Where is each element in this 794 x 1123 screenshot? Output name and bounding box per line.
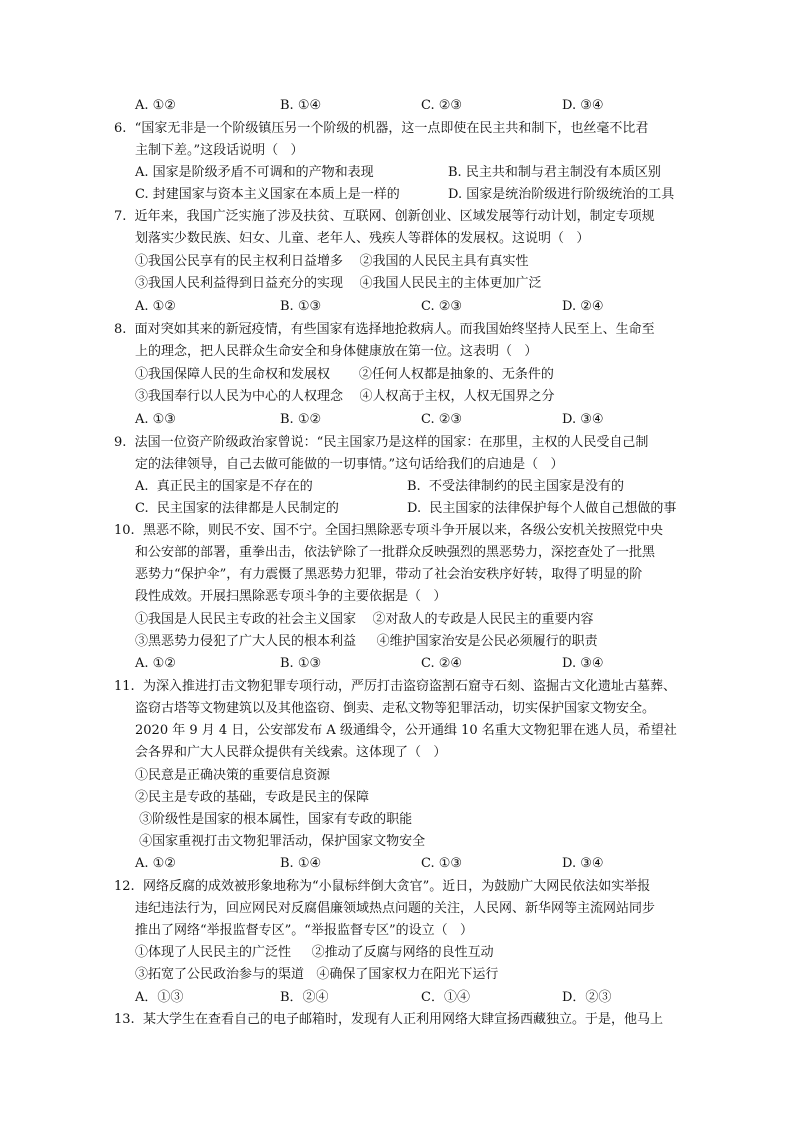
- q7-stem-line-1: 7. 近年来，我国广泛实施了涉及扶贫、互联网、创新创业、区域发展等行动计划，制定专项规: [114, 209, 655, 224]
- option-d: D. 民主国家的法律保护每个人做自己想做的事: [407, 501, 677, 516]
- q10-statements-2: ③黑恶势力侵犯了广大人民的根本利益 ④维护国家治安是公民必须履行的职责: [135, 634, 598, 649]
- q11-statement-2: ②民主是专政的基础，专政是民主的保障: [135, 790, 370, 805]
- option-c: C. 民主国家的法律都是人民制定的: [135, 501, 339, 516]
- q12-statements-2: ③拓宽了公民政治参与的渠道 ④确保了国家权力在阳光下运行: [135, 967, 499, 982]
- option-c: C．①④: [421, 990, 470, 1005]
- option-d: D. ③④: [562, 98, 604, 113]
- q11-stem-line-2: 盗窃古塔等文物建筑以及其他盗窃、倒卖、走私文物等犯罪活动，切实保护国家文物安全。: [135, 701, 656, 716]
- option-c: C. 封建国家与资本主义国家在本质上是一样的: [135, 187, 400, 202]
- option-d: D. 国家是统治阶级进行阶级统治的工具: [448, 187, 675, 202]
- option-a: A. ①②: [135, 856, 176, 871]
- q8-stem-line-2: 上的理念，把人民群众生命安全和身体健康放在第一位。这表明（ ）: [135, 344, 538, 359]
- option-b: B．②④: [280, 990, 329, 1005]
- option-b: B. ①④: [280, 98, 322, 113]
- option-d: D. ③④: [562, 856, 604, 871]
- option-b: B. ①④: [280, 856, 322, 871]
- option-a: A. 真正民主的国家是不存在的: [135, 479, 313, 494]
- option-b: B. 不受法律制约的民主国家是没有的: [407, 479, 624, 494]
- option-a: A. ①②: [135, 98, 176, 113]
- q13-stem-line-1: 13. 某大学生在查看自己的电子邮箱时，发现有人正利用网络大肆宣扬西藏独立。于是，他马上: [114, 1012, 663, 1027]
- q9-stem-line-2: 定的法律领导，自己去做可能做的一切事情。”这句话给我们的启迪是（ ）: [135, 457, 564, 472]
- option-c: C. ②③: [421, 98, 463, 113]
- q9-stem-line-1: 9. 法国一位资产阶级政治家曾说：“民主国家乃是这样的国家：在那里，主权的人民受自己制: [114, 435, 649, 450]
- q12-stem-line-1: 12. 网络反腐的成效被形象地称为“小鼠标绊倒大贪官”。近日，为鼓励广大网民依法如实举报: [114, 879, 651, 894]
- option-d: D. ③④: [562, 412, 604, 427]
- q11-statement-3: ③阶级性是国家的根本属性，国家有专政的职能: [135, 812, 413, 827]
- q10-statements-1: ①我国是人民民主专政的社会主义国家 ②对敌人的专政是人民民主的重要内容: [135, 612, 594, 627]
- option-d: D．②③: [562, 990, 612, 1005]
- option-a: A. 国家是阶级矛盾不可调和的产物和表现: [135, 165, 374, 180]
- q10-stem-line-1: 10. 黑恶不除，则民不安、国不宁。全国扫黑除恶专项斗争开展以来，各级公安机关按照党中央: [114, 523, 663, 538]
- q12-statements-1: ①体现了人民民主的广泛性 ②推动了反腐与网络的良性互动: [135, 945, 494, 960]
- q8-statements-1: ①我国保障人民的生命权和发展权 ②任何人权都是抽象的、无条件的: [135, 367, 554, 382]
- option-a: A. ①③: [135, 412, 176, 427]
- q12-stem-line-3: 推出了网络“举报监督专区”。“举报监督专区”的设立（ ）: [135, 923, 473, 938]
- option-b: B. ①③: [280, 299, 322, 314]
- option-c: C. ②③: [421, 412, 463, 427]
- option-a: A. ①②: [135, 299, 176, 314]
- option-a: A．①③: [135, 990, 184, 1005]
- option-a: A. ①②: [135, 656, 176, 671]
- option-b: B. 民主共和制与君主制没有本质区别: [448, 165, 661, 180]
- q11-stem-line-3: 2020 年 9 月 4 日，公安部发布 A 级通缉令，公开通缉 10 名重大文物犯罪在逃人员，希望社: [135, 723, 677, 738]
- q10-stem-line-3: 恶势力“保护伞”，有力震慑了黑恶势力犯罪，带动了社会治安秩序好转，取得了明显的阶: [135, 567, 643, 582]
- q7-stem-line-2: 划落实少数民族、妇女、儿童、老年人、残疾人等群体的发展权。这说明（ ）: [135, 231, 590, 246]
- option-c: C. ②④: [421, 656, 463, 671]
- q7-statements-1: ①我国公民享有的民主权利日益增多 ②我国的人民民主具有真实性: [135, 254, 529, 269]
- option-b: B. ①③: [280, 656, 322, 671]
- q11-stem-line-1: 11. 为深入推进打击文物犯罪专项行动，严厉打击盗窃盗割石窟寺石刻、盗掘古文化遗址古墓葬、: [114, 679, 676, 694]
- q8-statements-2: ③我国奉行以人民为中心的人权理念 ④人权高于主权，人权无国界之分: [135, 389, 555, 404]
- q11-stem-line-4: 会各界和广大人民群众提供有关线索。这体现了（ ）: [135, 745, 447, 760]
- q10-stem-line-4: 段性成效。开展扫黑除恶专项斗争的主要依据是（ ）: [135, 589, 447, 604]
- q11-statement-1: ①民意是正确决策的重要信息资源: [135, 768, 331, 783]
- q12-stem-line-2: 违纪违法行为，回应网民对反腐倡廉领域热点问题的关注，人民网、新华网等主流网站同步: [135, 901, 656, 916]
- q11-statement-4: ④国家重视打击文物犯罪活动，保护国家文物安全: [135, 834, 426, 849]
- q7-statements-2: ③我国人民利益得到日益充分的实现 ④我国人民民主的主体更加广泛: [135, 276, 542, 291]
- option-c: C. ①③: [421, 856, 463, 871]
- q6-stem-line-1: 6. “国家无非是一个阶级镇压另一个阶级的机器，这一点即使在民主共和制下，也丝毫不比君: [114, 121, 649, 136]
- option-d: D. ③④: [562, 656, 604, 671]
- option-b: B. ①②: [280, 412, 322, 427]
- q10-stem-line-2: 和公安部的部署，重拳出击，依法铲除了一批群众反映强烈的黑恶势力，深挖查处了一批黑: [135, 545, 656, 560]
- q6-stem-line-2: 主制下差。”这段话说明（ ）: [135, 143, 304, 158]
- q8-stem-line-1: 8. 面对突如其来的新冠疫情，有些国家有选择地抢救病人。而我国始终坚持人民至上、生命至: [114, 322, 655, 337]
- option-d: D. ②④: [562, 299, 604, 314]
- option-c: C. ②③: [421, 299, 463, 314]
